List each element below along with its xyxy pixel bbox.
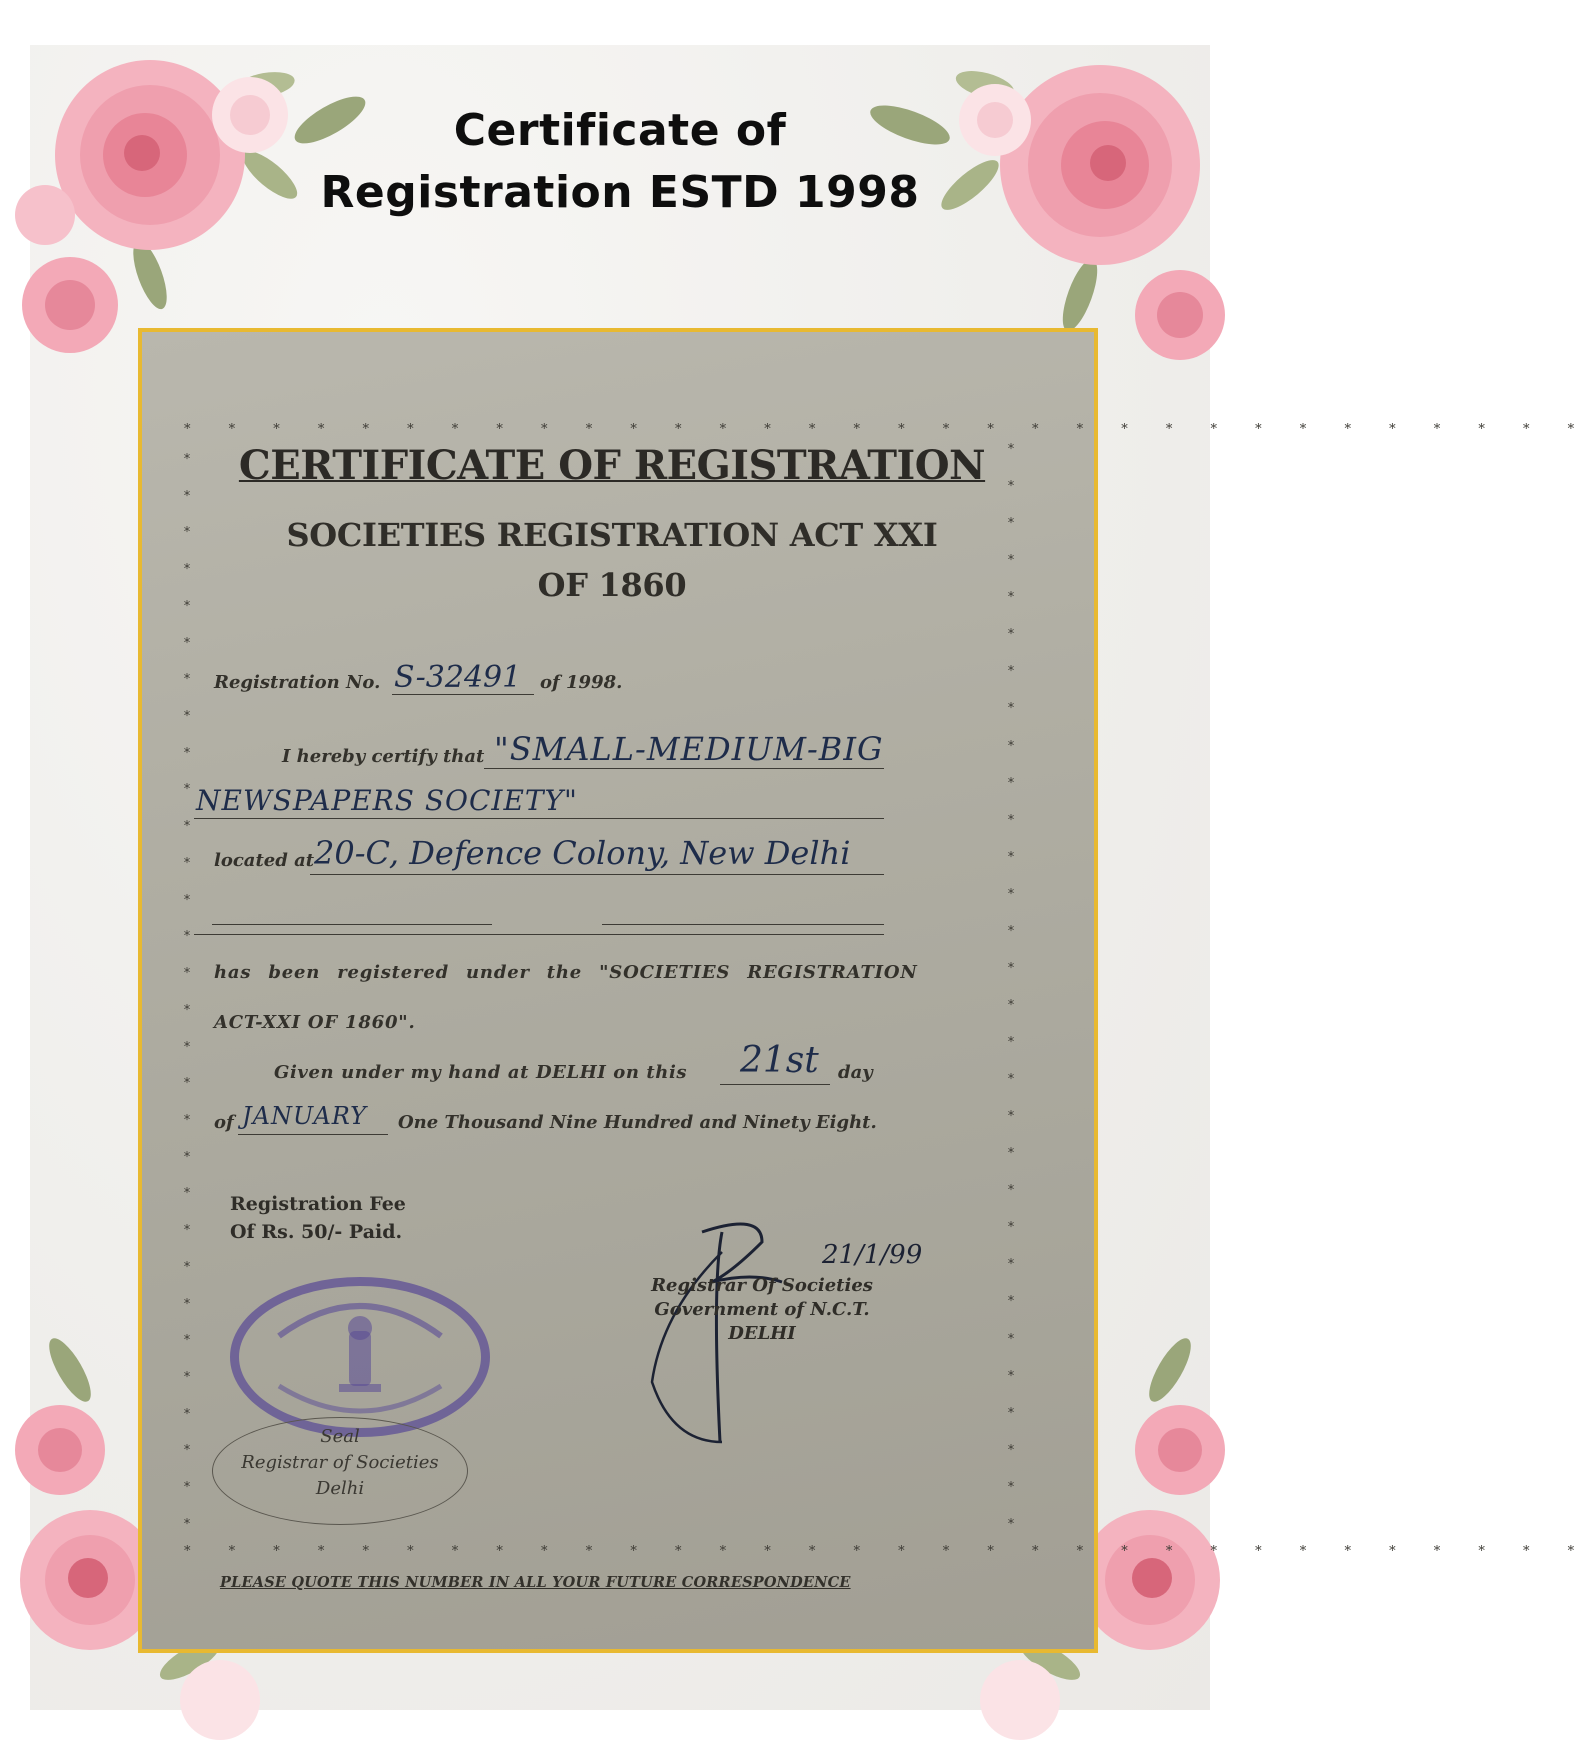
day-label: day [838, 1062, 873, 1083]
seal-caption-line3: Delhi [315, 1478, 365, 1499]
signature-date: 21/1/99 [822, 1240, 923, 1270]
left-star-border: * * * * * * * * * * * * * * * * * * * * * * * * * * * * * * [183, 452, 191, 1532]
seal-caption-line1: Seal [320, 1426, 360, 1447]
registrar-line1: Registrar Of Societies [651, 1275, 873, 1296]
address: 20-C, Defence Colony, New Delhi [314, 834, 851, 872]
seal-caption [212, 1424, 468, 1502]
given-day: 21st [740, 1040, 819, 1081]
address-blank-rule-full [194, 934, 884, 935]
registrar-ink-stamp [230, 1277, 490, 1437]
bottom-star-border: * * * * * * * * * * * * * * * * * * * * * * * * * * * * * * * * [184, 1544, 1591, 1559]
society-name-line2-rule [194, 818, 884, 819]
top-star-border: * * * * * * * * * * * * * * * * * * * * * * * * * * * * * * * * [184, 422, 1591, 437]
society-name-line1: "SMALL-MEDIUM-BIG [494, 730, 884, 768]
society-name-line1-rule [484, 768, 884, 769]
address-rule [310, 874, 884, 875]
given-label: Given under my hand at DELHI on this [274, 1062, 688, 1083]
right-star-border: * * * * * * * * * * * * * * * * * * * * * * * * * * * * * * [1007, 442, 1015, 1532]
registration-label: Registration No. [214, 672, 381, 693]
registration-fee [230, 1190, 406, 1246]
registrar-designation [642, 1274, 882, 1346]
page-title-line1: Certificate of [453, 105, 787, 156]
registered-line2: ACT-XXI OF 1860". [214, 1012, 416, 1033]
month: JANUARY [242, 1102, 367, 1130]
certificate-subheading [202, 510, 1022, 610]
month-rule [238, 1134, 388, 1135]
seal-caption-line2: Registrar of Societies [241, 1452, 439, 1473]
registered-line1: has been registered under the "SOCIETIES REGISTRATION [214, 962, 918, 983]
emblem-icon [239, 1286, 481, 1428]
page-title [0, 100, 1240, 224]
fee-line2: Of Rs. 50/- Paid. [230, 1221, 403, 1243]
certify-label: I hereby certify that [282, 746, 485, 767]
given-day-rule [720, 1084, 830, 1085]
located-label: located at [214, 850, 315, 871]
of-label: of [214, 1112, 234, 1133]
subheading-line2: OF 1860 [537, 566, 687, 604]
registrar-line2: Government of N.C.T. [654, 1299, 870, 1320]
subheading-line1: SOCIETIES REGISTRATION ACT XXI [286, 516, 938, 554]
page-title-line2: Registration ESTD 1998 [320, 167, 920, 218]
address-blank-rule-right [602, 924, 884, 925]
registrar-line3: DELHI [728, 1323, 796, 1344]
footer-note: PLEASE QUOTE THIS NUMBER IN ALL YOUR FUTURE CORRESPONDENCE [220, 1574, 851, 1591]
year-in-words: One Thousand Nine Hundred and Ninety Eight. [398, 1112, 877, 1133]
registration-year: of 1998. [540, 672, 623, 693]
address-blank-rule-left [212, 924, 492, 925]
certificate-photo-frame [138, 328, 1591, 1653]
certificate-heading: CERTIFICATE OF REGISTRATION [238, 442, 986, 489]
fee-line1: Registration Fee [230, 1193, 406, 1215]
society-name-line2: NEWSPAPERS SOCIETY" [196, 784, 578, 817]
registration-number: S-32491 [394, 660, 522, 695]
